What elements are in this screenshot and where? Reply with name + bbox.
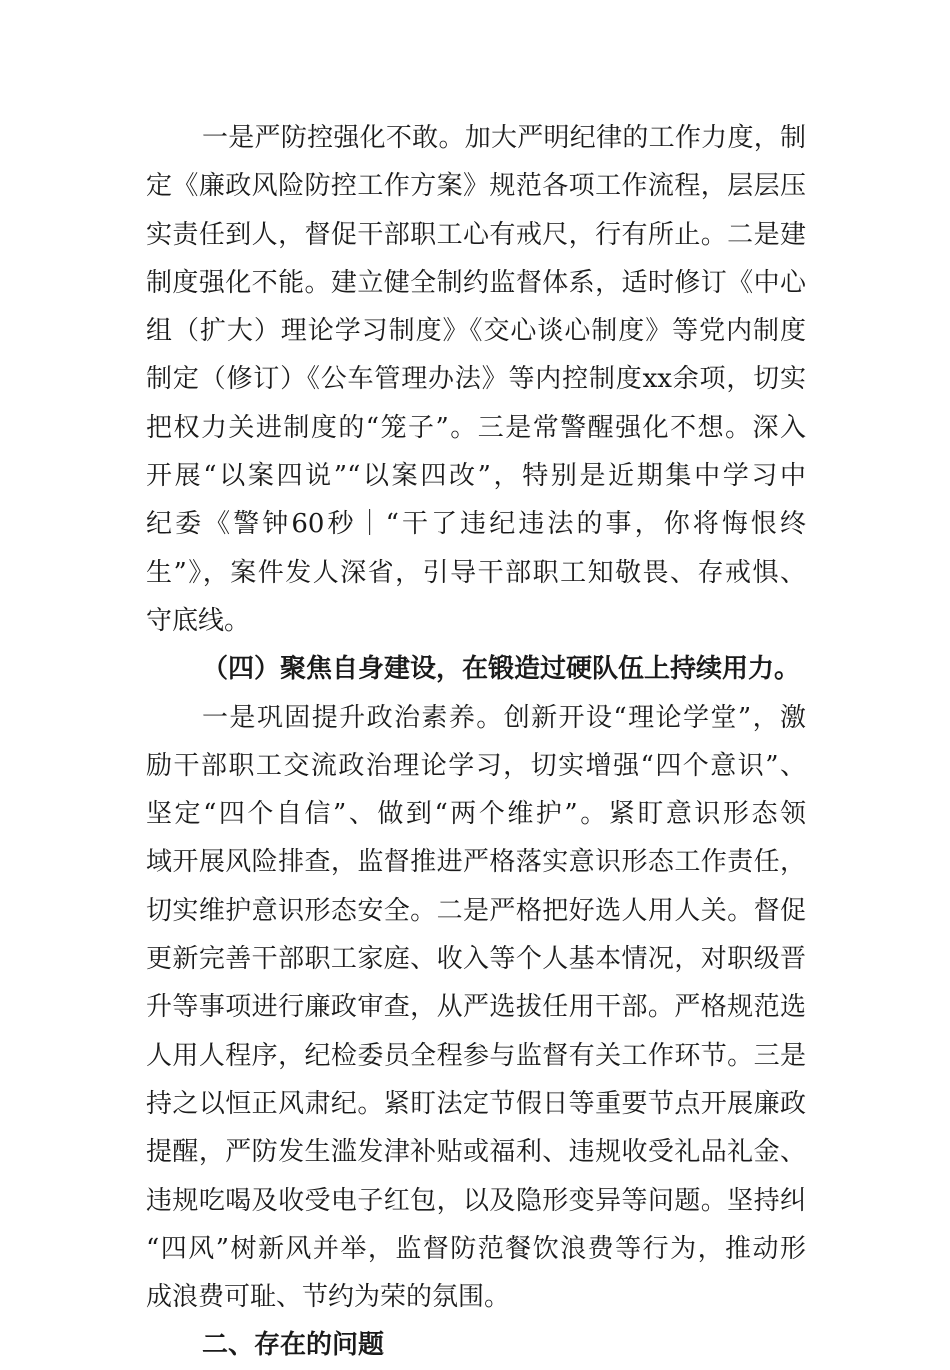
paragraph-line: 域开展风险排查，监督推进严格落实意识形态工作责任， xyxy=(146,847,806,878)
paragraph-line: 提醒，严防发生滥发津补贴或福利、违规收受礼品礼金、 xyxy=(146,1137,806,1168)
paragraph-line: 一是巩固提升政治素养。创新开设“理论学堂”，激 xyxy=(202,702,806,733)
paragraph-line: 实责任到人，督促干部职工心有戒尺，行有所止。二是建 xyxy=(146,219,806,250)
paragraph-line: 制定（修订）《公车管理办法》等内控制度xx余项，切实 xyxy=(146,364,806,395)
paragraph-line: 坚定“四个自信”、做到“两个维护”。紧盯意识形态领 xyxy=(146,799,806,830)
paragraph-line: 持之以恒正风肃纪。紧盯法定节假日等重要节点开展廉政 xyxy=(146,1088,806,1119)
paragraph-line: 更新完善干部职工家庭、收入等个人基本情况，对职级晋 xyxy=(146,944,806,975)
paragraph-line: 切实维护意识形态安全。二是严格把好选人用人关。督促 xyxy=(146,895,806,926)
paragraph-line: 励干部职工交流政治理论学习，切实增强“四个意识”、 xyxy=(146,750,806,781)
paragraph-line: 定《廉政风险防控工作方案》规范各项工作流程，层层压 xyxy=(146,171,806,202)
paragraph-line: 组（扩大）理论学习制度》《交心谈心制度》等党内制度 xyxy=(146,316,806,347)
document-body xyxy=(146,114,806,1370)
paragraph-line: 守底线。 xyxy=(146,605,251,636)
paragraph-line: 人用人程序，纪检委员全程参与监督有关工作环节。三是 xyxy=(146,1040,806,1071)
paragraph-line: 开展“以案四说”“以案四改”，特别是近期集中学习中 xyxy=(146,461,806,492)
paragraph-line: 一是严防控强化不敢。加大严明纪律的工作力度，制 xyxy=(202,123,806,153)
paragraph-line: 升等事项进行廉政审查，从严选拔任用干部。严格规范选 xyxy=(146,992,806,1023)
paragraph-line: 违规吃喝及收受电子红包，以及隐形变异等问题。坚持纠 xyxy=(146,1185,806,1216)
paragraph-line: 生”》，案件发人深省，引导干部职工知敬畏、存戒惧、 xyxy=(146,557,806,588)
paragraph-line: 成浪费可耻、节约为荣的氛围。 xyxy=(146,1282,511,1313)
paragraph-line: 纪委《警钟60秒｜“干了违纪违法的事，你将悔恨终 xyxy=(146,509,806,540)
paragraph-line: “四风”树新风并举，监督防范餐饮浪费等行为，推动形 xyxy=(146,1233,806,1264)
section-heading: 二、存在的问题 xyxy=(202,1330,385,1361)
paragraph-line: 制度强化不能。建立健全制约监督体系，适时修订《中心 xyxy=(146,267,806,298)
paragraph-line: 把权力关进制度的“笼子”。三是常警醒强化不想。深入 xyxy=(146,412,806,443)
section-subheading: （四）聚焦自身建设，在锻造过硬队伍上持续用力。 xyxy=(202,654,801,685)
